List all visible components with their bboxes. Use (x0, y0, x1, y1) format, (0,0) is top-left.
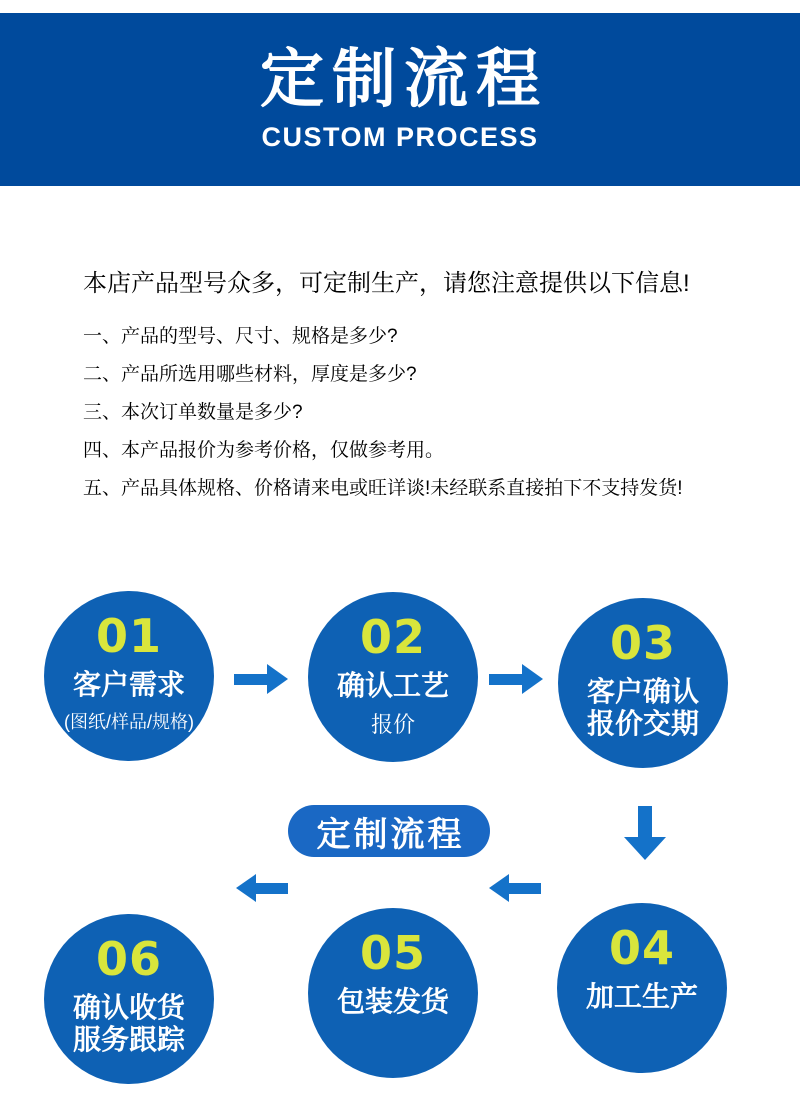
intro-heading: 本店产品型号众多，可定制生产，请您注意提供以下信息! (83, 270, 690, 297)
arrow-down-icon (624, 806, 666, 860)
note-item-2: 二、产品所选用哪些材料，厚度是多少? (83, 364, 417, 385)
step-title-line2: 服务跟踪 (72, 1024, 185, 1056)
step-number: 04 (608, 921, 675, 975)
arrow-right-icon (489, 664, 543, 694)
step-subtitle: 报价 (370, 712, 415, 738)
step-number: 06 (95, 932, 162, 986)
flow-step-02-circle (308, 592, 478, 762)
step-number: 05 (359, 926, 426, 980)
step-subtitle: (图纸/样品/规格) (64, 712, 194, 733)
step-number: 02 (359, 610, 426, 664)
flow-step-04-circle (557, 903, 727, 1073)
flow-step-06-circle (44, 914, 214, 1084)
arrow-left-icon (489, 874, 541, 902)
step-title: 确认工艺 (336, 670, 449, 701)
flow-step-01-circle (44, 591, 214, 761)
page-title: 定制流程 (260, 43, 548, 116)
header-banner (0, 13, 800, 186)
flow-step-05-circle (308, 908, 478, 1078)
note-item-3: 三、本次订单数量是多少? (83, 402, 303, 423)
step-title-line2: 报价交期 (586, 708, 699, 740)
note-item-5: 五、产品具体规格、价格请来电或旺详谈!未经联系直接拍下不支持发货! (83, 478, 683, 499)
arrow-left-icon (236, 874, 288, 902)
step-title: 客户确认 (586, 676, 699, 707)
step-number: 03 (609, 616, 676, 670)
step-title: 加工生产 (585, 981, 698, 1012)
step-title: 客户需求 (72, 669, 185, 700)
notes-list (83, 326, 683, 499)
flow-center-pill: 定制流程 (288, 805, 490, 857)
step-number: 01 (95, 609, 162, 663)
step-title: 确认收货 (72, 992, 185, 1023)
step-title: 包装发货 (336, 986, 449, 1017)
page-subtitle: CUSTOM PROCESS (261, 121, 539, 152)
arrow-right-icon (234, 664, 288, 694)
note-item-4: 四、本产品报价为参考价格，仅做参考用。 (83, 440, 445, 461)
note-item-1: 一、产品的型号、尺寸、规格是多少? (83, 326, 398, 347)
flow-step-03-circle (558, 598, 728, 768)
